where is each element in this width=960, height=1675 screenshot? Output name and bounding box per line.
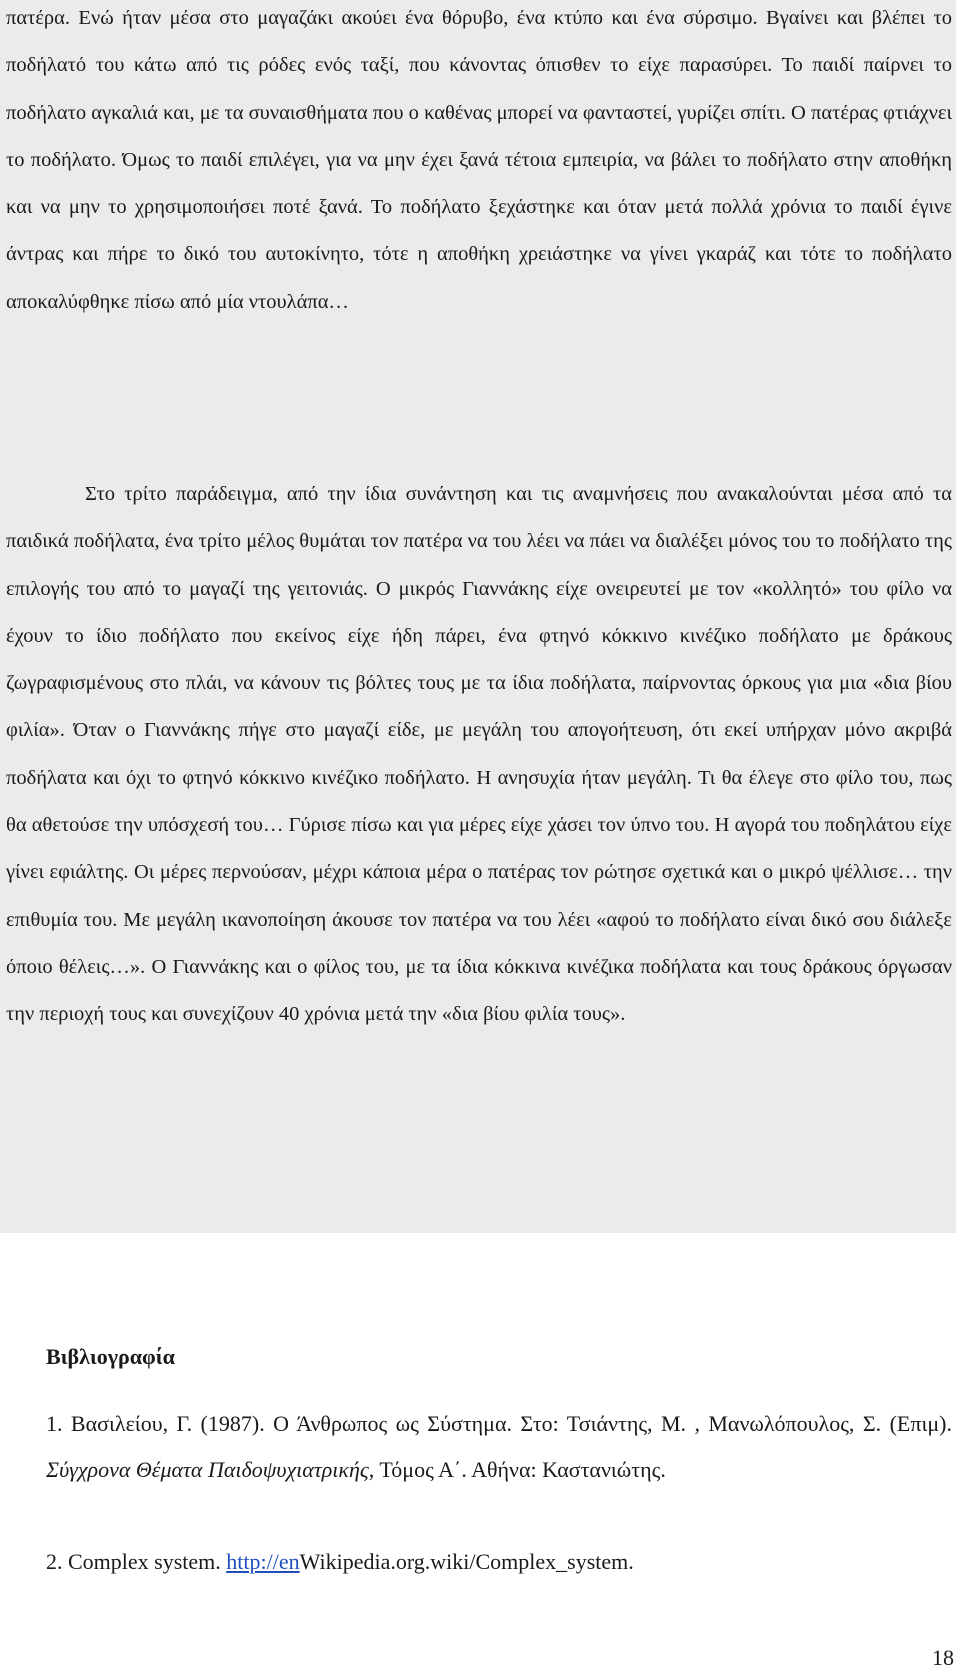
body-paragraph-1: πατέρα. Ενώ ήταν μέσα στο μαγαζάκι ακούει ένα θόρυβο, ένα κτύπο και ένα σύρσιμο. Βγαίνει και βλέπει το ποδήλατό του κάτω από τις ρόδες ενός ταξί, που κάνοντας όπισθεν το είχε παρασύρει. Το παιδί παίρνει το ποδήλατο αγκαλιά και, με τα συναισθήματα που ο καθένας μπορεί να φανταστεί, γυρίζει σπίτι. Ο πατέρας φτιάχνει το ποδήλατο. Όμως το παιδί επιλέγει, για να μην έχει ξανά τέτοια εμπειρία, να βάλει το ποδήλατο στην αποθήκη και να μην το χρησιμοποιήσει ποτέ ξανά. Το ποδήλατο ξεχάστηκε και όταν μετά πολλά χρόνια το παιδί έγινε άντρας και πήρε το δικό του αυτοκίνητο, τότε η αποθήκη χρειάστηκε να γίνει γκαράζ και τότε το ποδήλατο αποκαλύφθηκε πίσω από μία ντουλάπα… <box>6 7 952 313</box>
bibliography-heading: Βιβλιογραφία <box>46 1344 175 1369</box>
ref2-title: 2. Complex system. <box>46 1549 227 1574</box>
ref1-book-title: Σύγχρονα Θέματα Παιδοψυχιατρικής <box>46 1457 369 1482</box>
ref1-authors: 1. Βασιλείου, Γ. (1987). Ο Άνθρωπος ως Σύστημα. Στο: Τσιάντης, Μ. , Μανωλόπουλος, Σ. (Επιμ). <box>46 1411 952 1436</box>
body-paragraph-2: Στο τρίτο παράδειγμα, από την ίδια συνάντηση και τις αναμνήσεις που ανακαλούνται μέσα από τα παιδικά ποδήλατα, ένα τρίτο μέλος θυμάται τον πατέρα να του λέει να πάει να διαλέξει μόνος του το ποδήλατο της επιλογής του από το μαγαζί της γειτονιάς. Ο μικρός Γιαννάκης είχε ονειρευτεί με τον «κολλητό» του φίλο να έχουν το ίδιο ποδήλατο που εκείνος είχε ήδη πάρει, ένα φτηνό κόκκινο κινέζικο ποδήλατο με δράκους ζωγραφισμένους στο πλάι, να κάνουν τις βόλτες τους με τα ίδια ποδήλατα, παίρνοντας όρκους για μια «δια βίου φιλία». Όταν ο Γιαννάκης πήγε στο μαγαζί είδε, με μεγάλη του απογοήτευση, ότι εκεί υπήρχαν μόνο ακριβά ποδήλατα και όχι το φτηνό κόκκινο κινέζικο ποδήλατο. Η ανησυχία ήταν μεγάλη. Τι θα έλεγε στο φίλο του, πως θα αθετούσε την υπόσχεσή του… Γύρισε πίσω και για μέρες είχε χάσει τον ύπνο του. Η αγορά του ποδηλάτου είχε γίνει εφιάλτης. Οι μέρες περνούσαν, μέχρι κάποια μέρα ο πατέρας τον ρώτησε σχετικά και ο μικρό ψέλλισε… την επιθυμία του. Με μεγάλη ικανοποίηση άκουσε τον πατέρα να του λέει «αφού το ποδήλατο είναι δικό σου διάλεξε όποιο θέλεις…». Ο Γιαννάκης και ο φίλος του, με τα ίδια κόκκινα κινέζικα ποδήλατα και τους δράκους όργωσαν την περιοχή τους και συνεχίζουν 40 χρόνια μετά την «δια βίου φιλία τους». <box>6 483 952 1026</box>
bibliography-entry-1 <box>46 1401 952 1493</box>
ref1-publisher: , Τόμος Α΄. Αθήνα: Καστανιώτης. <box>368 1457 666 1482</box>
page-number: 18 <box>932 1645 954 1670</box>
bibliography-entry-2 <box>46 1539 952 1585</box>
ref2-hyperlink[interactable]: http://en <box>226 1549 300 1574</box>
ref2-url-rest: Wikipedia.org.wiki/Complex_system. <box>299 1549 634 1574</box>
